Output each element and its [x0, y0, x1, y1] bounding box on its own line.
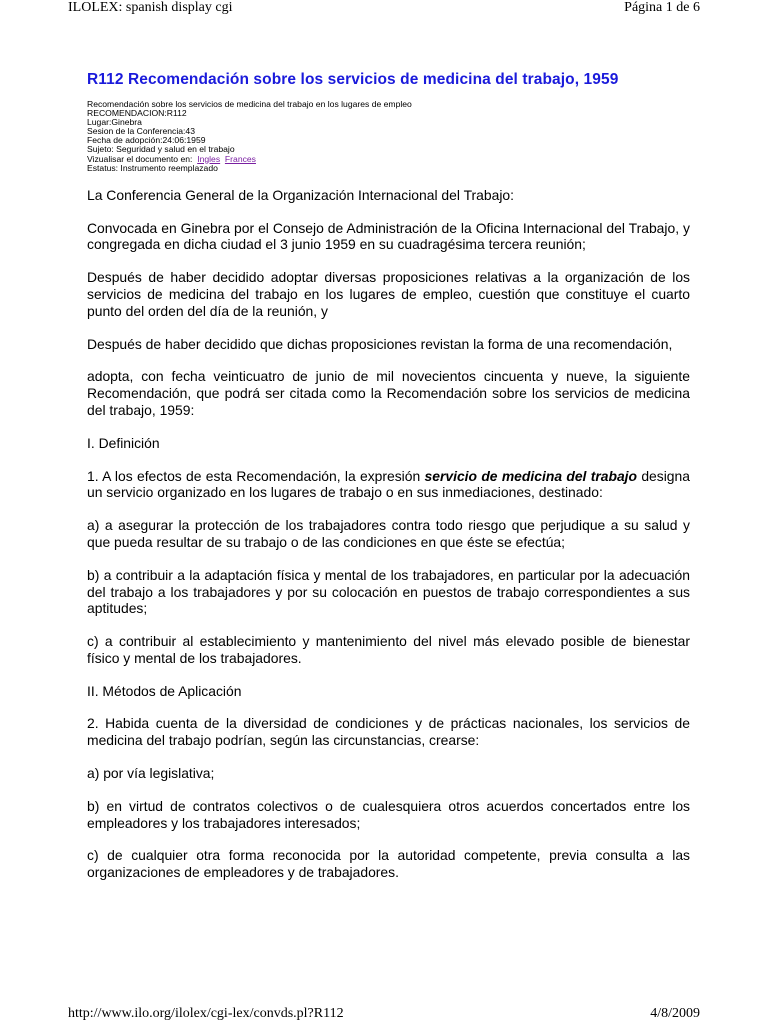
section-heading: I. Definición: [87, 434, 160, 451]
preamble-paragraph: Después de haber decidido que dichas proposiciones revistan la forma de una recomendación,: [87, 335, 673, 352]
document-content: [87, 70, 690, 897]
document-title: R112 Recomendación sobre los servicios de medicina del trabajo, 1959: [87, 71, 619, 88]
article-paragraph: b) a contribuir a la adaptación física y mental de los trabajadores, en particular por la adecuación del trabajo a los trabajadores y por su colocación en puestos de trabajo correspondientes a sus aptitudes;: [87, 566, 690, 617]
print-header-title: ILOLEX: spanish display cgi: [68, 0, 233, 15]
meta-status: Estatus: Instrumento reemplazado: [87, 162, 218, 173]
meta-date: Fecha de adopción:24:06:1959: [87, 135, 206, 146]
article-paragraph: b) en virtud de contratos colectivos o de cualesquiera otros acuerdos concertados entre los empleadores y los trabajadores interesados;: [87, 797, 690, 831]
section-heading: II. Métodos de Aplicación: [87, 682, 242, 699]
meta-subtitle: Recomendación sobre los servicios de medicina del trabajo en los lugares de empleo: [87, 99, 412, 109]
article-paragraph: c) a contribuir al establecimiento y mantenimiento del nivel más elevado posible de bienestar físico y mental de los trabajadores.: [87, 633, 690, 666]
print-header-page-number: Página 1 de 6: [624, 0, 700, 15]
link-english[interactable]: Ingles: [197, 153, 221, 164]
meta-session: Sesion de la Conferencia:43: [87, 126, 195, 137]
article-paragraph: a) a asegurar la protección de los trabajadores contra todo riesgo que perjudique a su salud y que pueda resultar de su trabajo o de las condiciones en que éste se efectúa;: [87, 517, 690, 550]
preamble-paragraph: La Conferencia General de la Organización Internacional del Trabajo:: [87, 186, 515, 203]
preamble-paragraph: Después de haber decidido adoptar diversas proposiciones relativas a la organización de los servicios de medicina del trabajo en los lugares de empleo, cuestión que constituye el cuarto punto del orden del día de la reunión, y: [87, 269, 690, 319]
meta-view-label: Vizualisar el documento en:: [87, 153, 193, 164]
meta-code: RECOMENDACION:R112: [87, 108, 187, 119]
meta-place: Lugar:Ginebra: [87, 117, 142, 128]
article-paragraph: c) de cualquier otra forma reconocida por la autoridad competente, previa consulta a las organizaciones de empleadores y de trabajadores.: [87, 847, 690, 881]
document-metadata: [87, 100, 690, 173]
preamble-paragraph: Convocada en Ginebra por el Consejo de Administración de la Oficina Internacional del Trabajo, y congregada en dicha ciudad el 3 junio 1959 en su cuadragésima tercera reunión;: [87, 219, 690, 253]
article-text: 1. A los efectos de esta Recomendación, la expresión: [87, 467, 425, 484]
meta-subject: Sujeto: Seguridad y salud en el trabajo: [87, 144, 235, 155]
preamble-paragraph: adopta, con fecha veinticuatro de junio de mil novecientos cincuenta y nueve, la siguiente Recomendación, que podrá ser citada como la Recomendación sobre los servicios de medicina del trabajo, 1959:: [87, 368, 690, 418]
article-text: designa un servicio organizado en los lugares de trabajo o en sus inmediaciones, destinado:: [87, 467, 690, 501]
print-footer-url: http://www.ilo.org/ilolex/cgi-lex/convds.pl?R112: [68, 1006, 344, 1021]
link-french[interactable]: Frances: [224, 153, 256, 164]
article-paragraph: [87, 468, 690, 502]
article-paragraph: 2. Habida cuenta de la diversidad de condiciones y de prácticas nacionales, los servicios de medicina del trabajo podrían, según las circunstancias, crearse:: [87, 715, 690, 749]
article-paragraph: a) por vía legislativa;: [87, 765, 215, 782]
document-body: [87, 187, 690, 881]
print-footer-date: 4/8/2009: [650, 1006, 700, 1021]
defined-term: servicio de medicina del trabajo: [424, 467, 638, 484]
